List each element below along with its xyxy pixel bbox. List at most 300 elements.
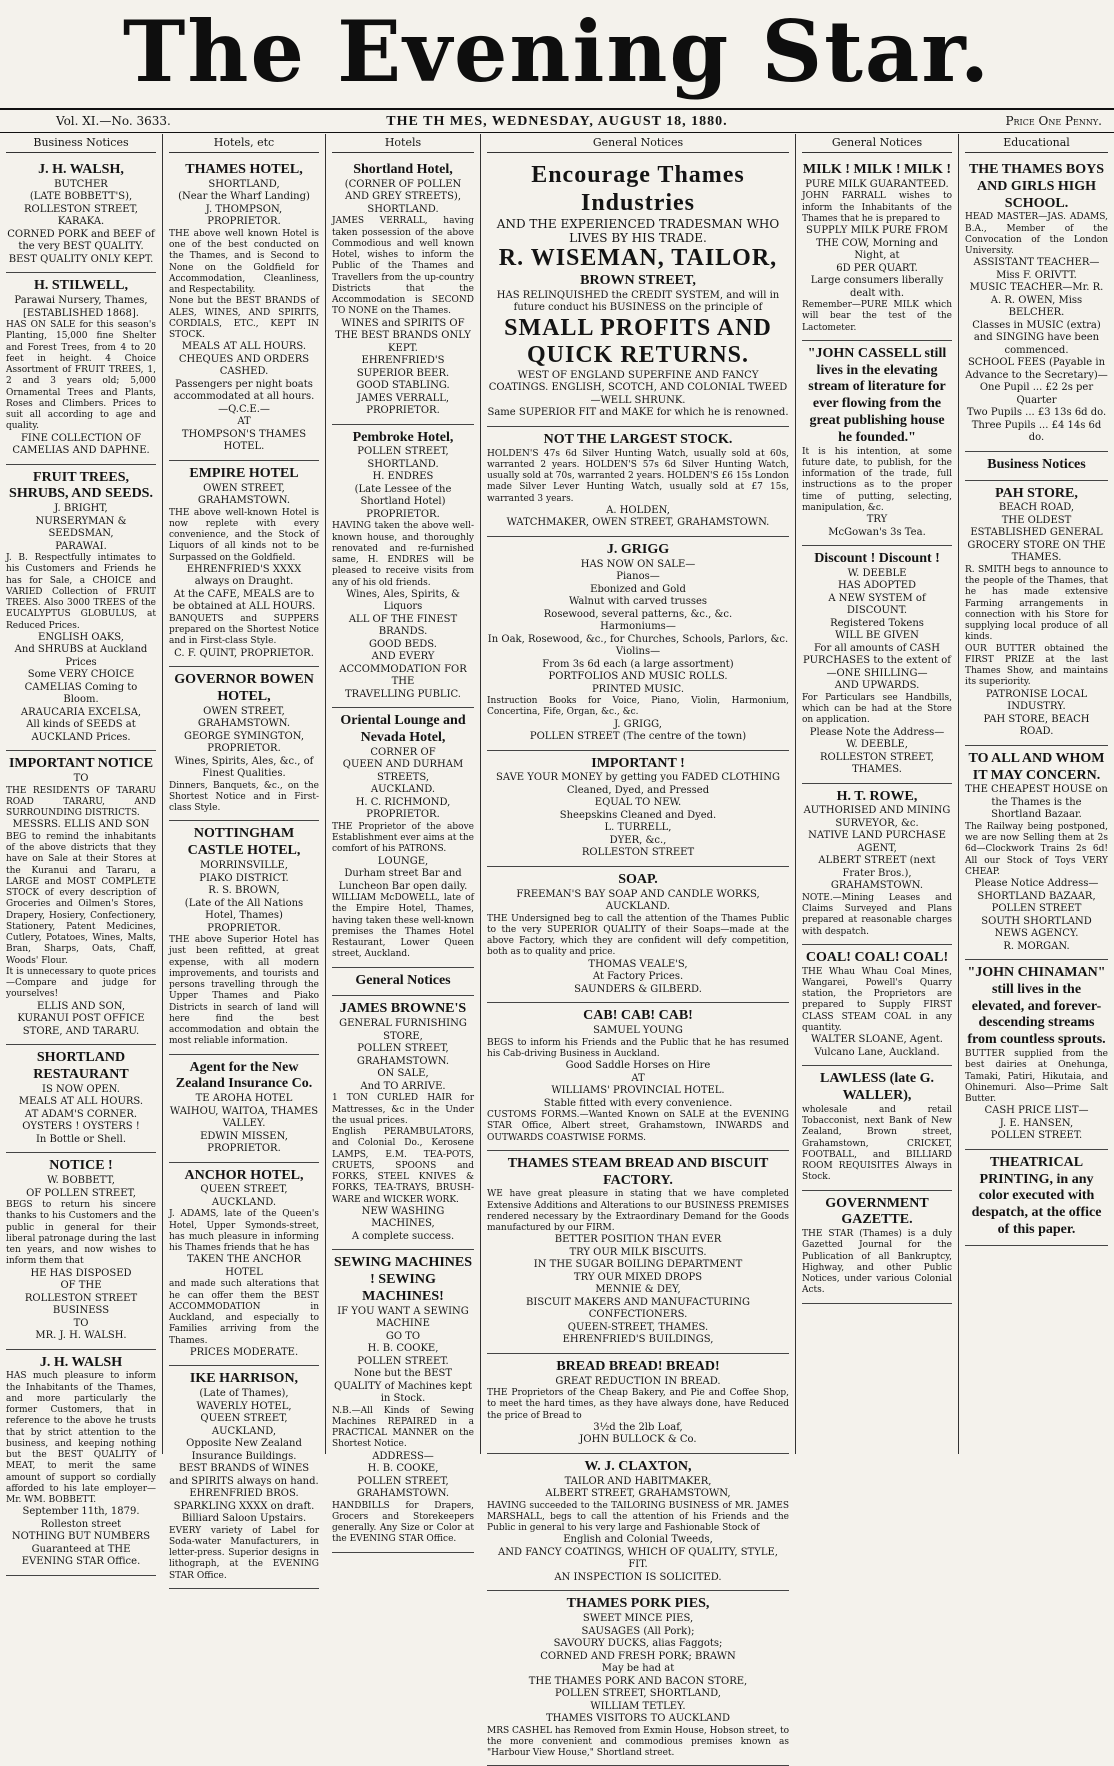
ad-headline: GOVERNMENT GAZETTE. <box>825 1195 929 1228</box>
ad-line: BEGS to return his sincere thanks to his Customers and the public in general for their liberal patronage during the last ten years, and now wishes to inform them that <box>6 1200 156 1267</box>
advertisement <box>802 945 952 1066</box>
ad-line: From 3s 6d each (a large assortment) <box>542 658 734 670</box>
ad-line: At Factory Prices. <box>592 971 684 983</box>
ad-line: GENERAL FURNISHING STORE, <box>339 1018 467 1042</box>
advertisement <box>487 867 789 1003</box>
advertisement <box>332 1250 474 1552</box>
ad-body: HAS RELINQUISHED the CREDIT SYSTEM, and will in future conduct his BUSINESS on the principle of <box>496 289 780 314</box>
ad-line: WALTER SLOANE, Agent. <box>810 1034 943 1046</box>
ad-line: AND FANCY COATINGS, WHICH OF QUALITY, STYLE, FIT. <box>498 1546 778 1571</box>
ad-headline: COAL! COAL! COAL! <box>805 949 949 965</box>
ad-headline: EMPIRE HOTEL <box>189 465 299 481</box>
ad-line: GOOD BEDS. <box>369 638 437 650</box>
ad-line: SAUSAGES (All Pork); <box>581 1625 695 1637</box>
ad-headline: SOAP. <box>618 871 658 887</box>
advertisement <box>965 1150 1108 1246</box>
ad-headline: H. T. ROWE, <box>836 788 918 804</box>
ad-headline: Shortland Hotel, <box>353 162 453 177</box>
ad-line: HAS ON SALE for this season's Planting, 15,000 fine Shelter and Forest Trees, from 4 to 20 feet in height. 4 Choice Assortment of FRUIT TREES, 1, 2 and 3 years old; 5,000 Ornamental Trees and Plants, Roses and Climbers. Prices to suit all according to age and quality. <box>6 320 156 432</box>
ad-headline: THAMES STEAM BREAD AND BISCUIT FACTORY. <box>507 1155 769 1188</box>
ad-headline: IKE HARRISON, <box>189 1371 299 1387</box>
ad-line: JOHN BULLOCK & Co. <box>579 1434 697 1446</box>
ad-line: A. HOLDEN, <box>606 504 670 516</box>
ad-headline: Oriental Lounge and Nevada Hotel, <box>340 713 466 746</box>
ad-line: Three Pupils ... £4 14s 6d do. <box>971 419 1102 444</box>
ad-line: THE Undersigned beg to call the attention of the Thames Public to the very SUPERIOR QUALITY of their Soaps—made at the above Factory, which they are confident will defy competition, both as to quality and price. <box>487 913 789 958</box>
ad-headline: W. J. CLAXTON, <box>584 1458 692 1474</box>
ad-line: Dinners, Banquets, &c., on the Shortest Notice and in First-class Style. <box>169 780 319 814</box>
date-text: THE TH MES, WEDNESDAY, AUGUST 18, 1880. <box>386 114 728 129</box>
advertisement <box>487 1354 789 1454</box>
ad-line: (Late of the All Nations Hotel, Thames) PROPRIETOR. <box>184 897 304 934</box>
ad-line: CORNED PORK and BEEF of the very BEST QUALITY. <box>7 228 155 253</box>
ad-line: THE above Superior Hotel has just been refitted, at great expense, with all modern improvements, and tourists and persons travelling through the Upper Thames and Piako Districts in search of land will here find the best accommodation and obtain the most reliable information. <box>169 935 319 1047</box>
ad-line: JOHN FARRALL wishes to inform the Inhabitants of the Thames that he is prepared to <box>802 191 952 224</box>
ad-line: WILLIAMS' PROVINCIAL HOTEL. <box>551 1085 725 1096</box>
ad-line: MUSIC TEACHER—Mr. R. A. R. OWEN, Miss BELCHER. <box>969 282 1104 319</box>
advertisement <box>6 1350 156 1576</box>
ad-line: and made such alterations that he can offer them the BEST ACCOMMODATION in Auckland, and especially to Families arriving from the Thames. <box>169 1279 319 1346</box>
ad-line: TO <box>73 1317 89 1329</box>
ad-line: BISCUIT MAKERS AND MANUFACTURING CONFECTIONERS. <box>526 1296 750 1321</box>
ad-line: And SHRUBS at Auckland Prices <box>14 644 148 668</box>
ad-line: Cleaned, Dyed, and Pressed <box>566 784 710 796</box>
ad-line: ARAUCARIA EXCELSA, <box>20 706 142 718</box>
ad-line: LOUNGE, <box>377 855 429 867</box>
ad-line: For all amounts of CASH PURCHASES to the extent of <box>803 642 951 667</box>
ad-line: EHRENFRIED'S BUILDINGS, <box>562 1334 714 1346</box>
column-heading: Hotels <box>332 134 474 153</box>
ad-headline: IMPORTANT ! <box>591 755 685 771</box>
ad-line: CORNED AND FRESH PORK; BRAWN <box>540 1650 736 1662</box>
ad-line: BETTER POSITION THAN EVER <box>554 1234 722 1246</box>
ad-line: THE Whau Whau Coal Mines, Wangarei, Powell's Quarry station, the Proprietors are prepared to Supply FIRST CLASS STEAM COAL in any quantity. <box>802 966 952 1033</box>
ad-line: PROPRIETOR. <box>366 809 440 821</box>
ad-line: ALL OF THE FINEST BRANDS. <box>348 613 458 638</box>
ad-line: Please Note the Address— <box>809 726 945 738</box>
ad-line: Passengers per night boats accommodated at all hours. <box>173 378 315 403</box>
column-5 <box>796 134 959 1454</box>
ad-line: QUEEN STREET, AUCKLAND, <box>200 1413 288 1437</box>
ad-line: Large consumers liberally dealt with. <box>810 275 944 299</box>
ad-line: ADDRESS— <box>372 1450 434 1462</box>
ad-line: Shortland Bazaar. <box>991 809 1082 821</box>
ad-line: THE above well-known Hotel is now replete with every convenience, and the Stock of Liquors of all kinds not to be Surpassed on the Goldfield. <box>169 507 319 563</box>
ad-line: L. TURRELL, <box>604 822 672 834</box>
ad-line: PATRONISE LOCAL INDUSTRY. <box>985 688 1088 713</box>
ad-line: ROLLESTON STREET <box>581 847 695 859</box>
column-4 <box>481 134 796 1759</box>
ad-line: [ESTABLISHED 1868]. <box>23 307 139 319</box>
advertisement <box>965 481 1108 746</box>
column-heading: Hotels, etc <box>169 134 319 153</box>
ad-line: EHRENFRIED BROS. SPARKLING XXXX on draft. <box>173 1488 315 1512</box>
ad-line: WATCHMAKER, OWEN STREET, GRAHAMSTOWN. <box>506 517 770 529</box>
ad-line: (Near the Wharf Landing) <box>178 191 310 203</box>
ad-line: H. ENDRES <box>372 471 434 483</box>
ad-line: All kinds of SEEDS at AUCKLAND Prices. <box>26 719 136 743</box>
ad-line: AUCKLAND. <box>370 784 436 796</box>
ad-line: W. DEEBLE <box>847 567 907 579</box>
ad-line: TRY <box>866 514 888 526</box>
ad-line: AND UPWARDS. <box>834 680 920 692</box>
ad-line: None but the BEST QUALITY of Machines kept in Stock. <box>334 1368 472 1405</box>
ad-headline: IMPORTANT NOTICE <box>8 756 154 772</box>
ad-line: PAH STORE, BEACH ROAD. <box>983 713 1090 738</box>
ad-line: English PERAMBULATORS, and Colonial Do., Kerosene LAMPS, E.M. TEA-POTS, CRUETS, SPOONS and FORKS, STEEL KNIVES & FORKS, TEA-TRAYS, BRUSH-WARE and WICKER WORK. <box>332 1127 474 1205</box>
advertisement <box>169 1055 319 1163</box>
ad-line: TRAVELLING PUBLIC. <box>345 688 461 700</box>
ad-line: (LATE BOBBETT'S), <box>29 191 133 203</box>
advertisement <box>802 1191 952 1304</box>
ad-line: W. DEEBLE, <box>846 739 908 751</box>
ad-line: H. C. RICHMOND, <box>355 796 451 808</box>
ad-line: C. F. QUINT, PROPRIETOR. <box>174 647 314 659</box>
ad-line: A NEW SYSTEM of DISCOUNT. <box>828 592 926 617</box>
ad-line: It is his intention, at some future date, to publish, for the information of the trade, full instructions as to the proper time of putting, selecting, manipulation, &c. <box>802 446 952 513</box>
ad-line: AN INSPECTION IS SOLICITED. <box>554 1571 722 1583</box>
ad-line: SHORTLAND. <box>367 203 439 215</box>
ad-line: SAVOURY DUCKS, alias Faggots; <box>553 1638 723 1650</box>
ad-line: (Late Lessee of the Shortland Hotel) PROPRIETOR. <box>354 483 452 520</box>
advertisement <box>332 425 474 709</box>
ad-line: Classes in MUSIC (extra) and SINGING have been commenced. <box>972 319 1101 356</box>
ad-line: BEG to remind the inhabitants of the above districts that they have on Sale at their Stores at the Kuranui and Tararu, a LARGE and MOST COMPLETE STOCK of every description of Groceries and Oilmen's Stores, Drapery, Hosiery, Confectionery, Stationery, Patent Medicines, Cutlery, Potatoes, Wines, Malts, Bran, Sharps, Oats, Chaff, Woods' Flour. <box>6 831 156 966</box>
ad-line: NEW WASHING MACHINES, <box>361 1205 445 1230</box>
ad-line: Vulcano Lane, Auckland. <box>814 1046 940 1058</box>
ad-line: W. BOBBETT, <box>47 1175 115 1187</box>
ad-headline: SEWING MACHINES ! SEWING MACHINES! <box>333 1255 473 1304</box>
ad-line: H. B. COOKE, <box>367 1343 439 1355</box>
column-heading: Educational <box>965 134 1108 153</box>
ad-line: SOUTH SHORTLAND NEWS AGENCY. <box>981 915 1092 940</box>
ad-line: POLLEN STREET. <box>357 1355 449 1367</box>
ad-line: GOOD STABLING. <box>356 380 450 392</box>
ad-headline: TO ALL AND WHOM IT MAY CONCERN. <box>968 750 1105 783</box>
ad-line: For Particulars see Handbills, which can be had at the Store on application. <box>802 692 952 726</box>
ad-line: QUEEN AND DURHAM STREETS, <box>342 759 464 783</box>
ad-line: OUR BUTTER obtained the FIRST PRIZE at the last Thames Show, and maintains its superiority. <box>965 643 1108 688</box>
ad-line: One Pupil ... £2 2s per Quarter <box>979 382 1094 406</box>
ad-line: N.B.—All Kinds of Sewing Machines REPAIRED in a PRACTICAL MANNER on the Shortest Notice. <box>332 1405 474 1450</box>
ad-slogan: SMALL PROFITS AND QUICK RETURNS. <box>504 314 772 369</box>
ad-line: ON SALE, <box>377 1068 429 1080</box>
ad-line: (Late of Thames), <box>199 1388 289 1400</box>
ad-line: Harmoniums— <box>600 621 676 633</box>
ad-line: —ONE SHILLING— <box>826 667 928 679</box>
ad-line: JAMES VERRALL, <box>356 392 450 404</box>
ad-line: 3½d the 2lb Loaf, <box>593 1421 683 1433</box>
ad-line: THAMES. <box>852 764 902 776</box>
ad-line: MRS CASHEL has Removed from Exmin House, Hobson street, to the more convenient and commodious premises known as "Harbour View House," Shortland street. <box>487 1725 789 1759</box>
ad-line: BANQUETS and SUPPERS prepared on the Shortest Notice and in First-class Style. <box>169 613 319 647</box>
ad-line: Stable fitted with every convenience. <box>543 1097 733 1109</box>
advertisement <box>965 452 1108 481</box>
ad-line: J. ADAMS, late of the Queen's Hotel, Upper Symonds-street, has much pleasure in informing his Thames friends that he has <box>169 1209 319 1254</box>
advertisement <box>6 273 156 464</box>
ad-line: Violins— <box>615 646 661 658</box>
advertisement <box>332 996 474 1250</box>
ad-line: ELLIS AND SON, <box>36 1000 126 1012</box>
ad-line: NURSERYMAN & SEEDSMAN, <box>35 515 127 540</box>
ad-headline: THEATRICAL PRINTING, in any color executed with despatch, at the office of this paper. <box>971 1154 1102 1237</box>
ad-headline: LAWLESS (late G. WALLER), <box>820 1071 934 1104</box>
ad-line: THE THAMES PORK AND BACON STORE, <box>528 1675 748 1687</box>
ad-line: WILLIAM McDOWELL, late of the Empire Hotel, Thames, having taken these well-known premises the Thames Hotel Restaurant, Lower Queen street, Auckland. <box>332 893 474 960</box>
ad-line: R. S. BROWN, <box>208 885 280 897</box>
ad-line: WINES and SPIRITS OF THE BEST BRANDS ONLY KEPT. <box>335 317 471 354</box>
ad-headline: SHORTLAND RESTAURANT <box>33 1050 129 1083</box>
advertisement <box>965 746 1108 960</box>
ad-line: PROPRIETOR. <box>366 405 440 417</box>
dateline <box>0 108 1114 133</box>
ad-line: AT <box>237 416 251 428</box>
ad-line: NOTE.—Mining Leases and Claims Surveyed and Plans prepared at reasonable charges with despatch. <box>802 892 952 937</box>
advertisement <box>487 537 789 751</box>
ad-line: POLLEN STREET. <box>990 1130 1083 1142</box>
ad-line: THE RESIDENTS OF TARARU ROAD TARARU, AND SURROUNDING DISTRICTS. <box>6 785 156 819</box>
ad-line: THE Proprietors of the Cheap Bakery, and Pie and Coffee Shop, to meet the hard times, as they have always done, have Reduced the price of Bread to <box>487 1388 789 1421</box>
ad-line: English and Colonial Tweeds, <box>563 1534 713 1546</box>
ad-line: AT ADAM'S CORNER. <box>24 1108 138 1120</box>
advertisement <box>487 427 789 537</box>
masthead-title: The Evening Star. <box>122 2 992 101</box>
ad-line: None but the BEST BRANDS of ALES, WINES, AND SPIRITS, CORDIALS, ETC., KEPT IN STOCK. <box>169 296 319 341</box>
ad-line: J. BRIGHT, <box>54 503 108 515</box>
ad-line: Registered Tokens <box>830 617 924 629</box>
advertisement <box>487 1591 789 1766</box>
price-text: Price One Penny. <box>1005 114 1102 128</box>
ad-line: CHEQUES AND ORDERS CASHED. <box>178 353 310 378</box>
ad-line: HEAD MASTER—JAS. ADAMS, B.A., Member of the Convocation of the London University. <box>965 212 1108 257</box>
column-1 <box>0 134 163 1568</box>
ad-line: THE OLDEST ESTABLISHED GENERAL GROCERY STORE ON THE THAMES. <box>967 514 1106 564</box>
ad-subheading: AND THE EXPERIENCED TRADESMAN WHO LIVES BY HIS TRADE. <box>496 217 780 246</box>
ad-line: Walnut with carved trusses <box>568 596 708 608</box>
ad-line: 1 TON CURLED HAIR for Mattresses, &c in the Under the usual prices. <box>332 1093 474 1126</box>
ad-line: HAVING succeeded to the TAILORING BUSINESS of MR. JAMES MARSHALL, begs to call the attention of his Friends and the Public in general to his very large and Fashionable Stock of <box>487 1500 789 1534</box>
ad-line: WILLIAM TETLEY. <box>590 1700 686 1712</box>
ad-line: QUEEN-STREET, THAMES. <box>567 1321 709 1333</box>
ad-line: NOTHING BUT NUMBERS Guaranteed at THE EVENING STAR Office. <box>11 1531 151 1568</box>
ad-line: PURE MILK GUARANTEED. <box>805 178 949 190</box>
ad-headline: ANCHOR HOTEL, <box>184 1167 304 1183</box>
ad-line: HAS much pleasure to inform the Inhabitants of the Thames, and more particularly the former Customers, that in reference to the above he trusts that by strict attention to the business, and keeping nothing but the BEST QUALITY of MEAT, to merit the same amount of support so cordially afforded to his late employer—Mr. WM. BOBBETT. <box>6 1371 156 1506</box>
ad-line: J. E. HANSEN, <box>999 1117 1074 1129</box>
ad-headline: Discount ! Discount ! <box>814 551 940 567</box>
ad-line: THE above well known Hotel is one of the best conducted on the Thames, and is Second to None on the Goldfield for Accommodation, Cleanliness, and Respectability. <box>169 228 319 296</box>
ad-headline: BREAD BREAD! BREAD! <box>556 1358 720 1374</box>
advertisement <box>169 1366 319 1589</box>
ad-line: KURANUI POST OFFICE STORE, AND TARARU. <box>17 1013 145 1037</box>
ad-line: J. GRIGG, <box>614 718 662 730</box>
ad-line: THE STAR (Thames) is a duly Gazetted Journal for the Publication of all Bankruptcy, Highway, and other Public Notices, under various Colonial Acts. <box>802 1229 952 1296</box>
ad-line: GO TO <box>385 1330 421 1342</box>
advertisement <box>169 821 319 1054</box>
ad-line: wholesale and retail Tobacconist, next Bank of New Zealand, Brown street, Grahamstown, CRICKET, FOOTBALL, and BILLIARD ROOM REQUISITES Always in Stock. <box>802 1104 952 1183</box>
ad-line: MENNIE & DEY, <box>595 1284 681 1296</box>
ad-line: SCHOOL FEES (Payable in Advance to the Secretary)— <box>965 357 1108 381</box>
ad-line: J. B. Respectfully intimates to his Customers and Friends he has for Sale, a CHOICE and VARIED Collection of FRUIT TREES. Also 3000 TREES of the EUCALYPTUS GLOBULUS, at Reduced Prices. <box>6 553 156 631</box>
ad-line: H. B. COOKE, <box>367 1463 439 1475</box>
ad-line: Please Notice Address— <box>974 878 1099 890</box>
ad-line: HOLDEN'S 47s 6d Silver Hunting Watch, usually sold at 60s, warranted 2 years. HOLDEN'S 57s 6d Silver Hunting Watch, usually sold at 70s, warranted 2 years. HOLDEN'S £6 15s London made Silver Lever Hunting Watch, usually sold at £7 15s, warranted 3 years. <box>487 448 789 504</box>
ad-line: POLLEN STREET, <box>357 1475 449 1487</box>
ad-headline: Pembroke Hotel, <box>352 429 454 445</box>
ad-line: THOMAS VEALE'S, <box>588 958 688 970</box>
ad-line: PRICES MODERATE. <box>189 1346 299 1358</box>
column-heading: General Notices <box>802 134 952 153</box>
ad-headline: NOT THE LARGEST STOCK. <box>543 431 733 447</box>
ad-line: Rolleston street <box>40 1518 122 1530</box>
ad-line: GRAHAMSTOWN. <box>356 1488 450 1500</box>
column-3 <box>326 134 481 1545</box>
advertisement <box>332 708 474 967</box>
advertisement <box>965 157 1108 452</box>
advertisement <box>802 784 952 945</box>
ad-line: SHORTLAND BAZAAR, POLLEN STREET <box>977 890 1096 915</box>
advertisement <box>6 465 156 752</box>
ad-line: CUSTOMS FORMS.—Wanted Known on SALE at the EVENING STAR Office, Albert street, Grahamstown, INWARDS and OUTWARDS COASTWISE FORMS. <box>487 1110 789 1143</box>
advertisement <box>6 1153 156 1349</box>
ad-line: GREAT REDUCTION IN BREAD. <box>555 1375 721 1387</box>
ad-line: TAKEN THE ANCHOR HOTEL <box>187 1254 301 1278</box>
ad-line: JAMES VERRALL, having taken possession of the above Commodious and well known Hotel, wishes to inform the Public of the Thames and Travellers from the up-country Districts that the Accommodation is SECOND TO NONE on the Thames. <box>332 216 474 317</box>
ad-line: Sheepskins Cleaned and Dyed. <box>559 809 717 821</box>
ad-line: IN THE SUGAR BOILING DEPARTMENT <box>533 1259 743 1271</box>
advertisement <box>6 751 156 1045</box>
advertisement <box>169 1163 319 1367</box>
ad-headline: J. H. WALSH, <box>38 162 124 177</box>
ad-line: Rosewood, several patterns, &c., &c. <box>543 608 733 620</box>
advertisement <box>487 751 789 867</box>
ad-line: R. SMITH begs to announce to the people of the Thames, that he has made extensive Farming arrangements in connection with his Store for supplying local produce of all kinds. <box>965 564 1108 643</box>
ad-line: WE have great pleasure in stating that we have completed Extensive Additions and Alterations to our BUSINESS PREMISES rendered necessary by the Extraordinary Demand for the Goods manufactured by our FIRM. <box>487 1189 789 1234</box>
ad-line: EHRENFRIED'S SUPERIOR BEER. <box>356 355 450 379</box>
ad-line: ROLLESTON STREET BUSINESS <box>24 1292 138 1317</box>
ad-line: R. MORGAN. <box>1003 940 1070 952</box>
ad-line: Ebonized and Gold <box>590 583 686 595</box>
ad-line: PRINTED MUSIC. <box>591 683 685 695</box>
ad-line: PIAKO DISTRICT. <box>199 872 289 884</box>
ad-line: September 11th, 1879. <box>22 1506 140 1518</box>
ad-headline: J. H. WALSH <box>39 1354 123 1370</box>
ad-line: The Railway being postponed, we are now Selling them at 2s 6d—Clockwork Trains 2s 6d! All our Stock of Toys VERY CHEAP. <box>965 821 1108 877</box>
advertisement <box>487 1151 789 1354</box>
ad-line: IS NOW OPEN. <box>42 1083 120 1095</box>
ad-line: Billiard Saloon Upstairs. <box>181 1513 307 1525</box>
ad-line: 6D PER QUART. <box>836 262 918 274</box>
ad-line: WAVERLY HOTEL, <box>196 1400 292 1412</box>
ad-line: IF YOU WANT A SEWING MACHINE <box>337 1305 469 1330</box>
ad-line: PORTFOLIOS AND MUSIC ROLLS. <box>548 671 728 683</box>
ad-headline: Agent for the New Zealand Insurance Co. <box>175 1059 313 1092</box>
ad-line: Wines, Spirits, Ales, &c., of Finest Qualities. <box>174 755 314 780</box>
ad-headline: THAMES PORK PIES, <box>566 1596 710 1612</box>
ad-line: HAVING taken the above well-known house, and thoroughly renovated and re-furnished same, H. ENDRES will be pleased to receive visits from any of his old friends. <box>332 521 474 588</box>
ad-line: AT <box>631 1072 645 1084</box>
ad-headline: FRUIT TREES, SHRUBS, AND SEEDS. <box>9 469 153 502</box>
ad-line: AND EVERY ACCOMMODATION FOR THE <box>339 651 467 688</box>
ad-line: DYER, &c., <box>609 834 667 846</box>
ad-line: In Bottle or Shell. <box>35 1133 127 1145</box>
ad-line: SAVE YOUR MONEY by getting you FADED CLOTHING <box>496 772 780 784</box>
ad-line: Remember—PURE MILK which will bear the test of the Lactometer. <box>802 300 952 333</box>
ad-line: ENGLISH OAKS, <box>38 631 124 643</box>
ad-line: TAILOR AND HABITMAKER, <box>564 1475 712 1487</box>
ad-line: NATIVE LAND PURCHASE AGENT, <box>808 830 946 854</box>
ad-line: FINE COLLECTION OF CAMELIAS AND DAPHNE. <box>12 432 150 457</box>
ad-line: TRY OUR MILK BISCUITS. <box>569 1246 707 1258</box>
ad-line: At the CAFE, MEALS are to be obtained at ALL HOURS. <box>172 588 316 613</box>
ad-line: Good Saddle Horses on Hire <box>565 1060 711 1071</box>
ad-line: HAS NOW ON SALE— <box>580 558 696 570</box>
ad-headline: CAB! CAB! CAB! <box>583 1008 693 1024</box>
ad-line: —Q.C.E.— <box>218 403 270 415</box>
ad-line: ROLLESTON STREET, KARAKA. <box>24 203 138 228</box>
ad-line: ALBERT STREET (next Frater Bros.), <box>818 855 936 879</box>
ad-line: It is unnecessary to quote prices—Compare and judge for yourselves! <box>6 966 156 1000</box>
advertisement <box>169 461 319 667</box>
advertisement <box>169 157 319 461</box>
ad-line: THE Proprietor of the above Establishment ever aims at the comfort of his PATRONS. <box>332 821 474 855</box>
ad-line: Parawai Nursery, Thames, <box>14 295 148 307</box>
ad-line: Instruction Books for Voice, Piano, Violin, Harmonium, Concertina, Fife, Organ, &c., &c. <box>487 696 789 718</box>
ad-headline: GOVERNOR BOWEN HOTEL, <box>174 672 314 704</box>
ad-line: HANDBILLS for Drapers, Grocers and Storekeepers generally. Any Size or Color at the EVENING STAR Office. <box>332 1500 474 1545</box>
ad-line: THAMES VISITORS TO AUCKLAND <box>545 1713 731 1725</box>
ad-line: ROLLESTON STREET, <box>820 751 934 763</box>
wiseman-advertisement <box>487 157 789 427</box>
ad-line: HAS ADOPTED <box>837 580 917 592</box>
ad-line: A complete success. <box>351 1230 455 1242</box>
ad-line: SWEET MINCE PIES, <box>582 1613 694 1625</box>
ad-headline: PAH STORE, <box>995 485 1078 501</box>
ad-line: POLLEN STREET (The centre of the town) <box>529 731 747 743</box>
advertisement <box>802 157 952 341</box>
ad-headline: Encourage Thames Industries <box>531 162 745 216</box>
ad-line: POLLEN STREET, SHORTLAND. <box>357 446 449 470</box>
ad-headline: NOTICE ! <box>49 1158 113 1174</box>
ad-headline: MILK ! MILK ! MILK ! <box>802 162 952 177</box>
advertisement <box>965 960 1108 1150</box>
ad-headline: THE THAMES BOYS AND GIRLS HIGH SCHOOL. <box>968 162 1105 211</box>
ad-line: THE CHEAPEST HOUSE on the Thames is the <box>965 784 1108 808</box>
ad-line: MR. J. H. WALSH. <box>35 1330 127 1342</box>
masthead <box>0 0 1114 104</box>
columns <box>0 134 1114 1759</box>
ad-line: HE HAS DISPOSED <box>30 1267 132 1279</box>
ad-line: Durham street Bar and Luncheon Bar open daily. <box>338 868 468 892</box>
ad-headline: General Notices <box>355 972 451 988</box>
ad-line: TE AROHA HOTEL <box>195 1093 293 1105</box>
ad-headline: JAMES BROWNE'S <box>339 1001 467 1017</box>
ad-line: CASH PRICE LIST— <box>984 1105 1089 1117</box>
advertisement <box>802 1066 952 1190</box>
advertisement <box>169 667 319 821</box>
ad-line: And TO ARRIVE. <box>360 1080 446 1092</box>
advertisement <box>332 157 474 425</box>
ad-line: BUTCHER <box>54 178 108 190</box>
ad-line: (CORNER OF POLLEN AND GREY STREETS), <box>344 178 462 203</box>
ad-line: EVERY variety of Label for Soda-water Manufacturers, in letter-press. Superior designs in lithograph, at the EVENING STAR Office. <box>169 1525 319 1581</box>
ad-line: PARAWAI. <box>55 540 107 552</box>
ad-name: R. WISEMAN, TAILOR, <box>498 245 778 272</box>
ad-line: Wines, Ales, Spirits, & Liquors <box>346 588 460 613</box>
ad-line: MEALS AT ALL HOURS. <box>181 341 307 353</box>
ad-line: OYSTERS ! OYSTERS ! <box>22 1121 140 1133</box>
ad-note: Same SUPERIOR FIT and MAKE for which he is renowned. <box>487 407 789 419</box>
